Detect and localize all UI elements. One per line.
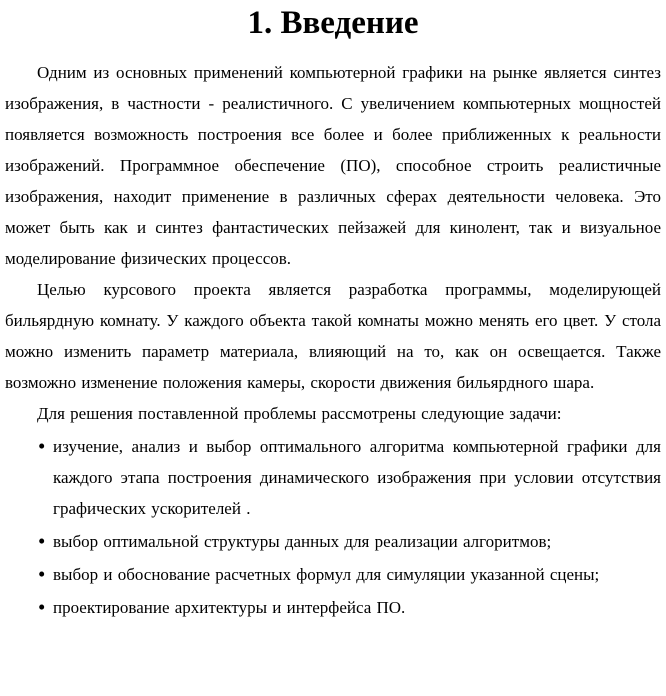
paragraph-intro: Одним из основных применений компьютерной графики на рынке является синтез изображения, в частности - реалистичного. С увеличением компьютерных мощностей появляется возможность построения все более и более приближенных к реальности изображений. Программное обеспечение (ПО), способное строить реалистичные изображения, находит применение в различных сферах деятельности человека. Это может быть как и синтез фантастических пейзажей для кинолент, так и визуальное моделирование физических процессов. — [5, 63, 661, 268]
document-page — [0, 3, 666, 623]
task-list-item — [5, 526, 661, 557]
paragraph-tasks-lead-in: Для решения поставленной проблемы рассмотрены следующие задачи: — [37, 404, 562, 423]
bullet-icon: • — [38, 434, 46, 458]
section-title: 1. Введение — [247, 5, 419, 41]
bullet-icon: • — [38, 562, 46, 586]
task-list-item-text: изучение, анализ и выбор оптимального алгоритма компьютерной графики для каждого этапа построения динамического изображения при условии отсутствия графических ускорителей . — [53, 437, 661, 518]
bullet-icon: • — [38, 529, 46, 553]
paragraph-goal: Целью курсового проекта является разработка программы, моделирующей бильярдную комнату. У каждого объекта такой комнаты можно менять его цвет. У стола можно изменить параметр материала, влияющий на то, как он освещается. Также возможно изменение положения камеры, скорости движения бильярдного шара. — [5, 280, 661, 392]
task-list-item-text: выбор и обоснование расчетных формул для симуляции указанной сцены; — [53, 565, 600, 584]
task-list — [5, 431, 661, 623]
task-list-item — [5, 431, 661, 524]
task-list-item-text: выбор оптимальной структуры данных для реализации алгоритмов; — [53, 532, 552, 551]
task-list-item-text: проектирование архитектуры и интерфейса ПО. — [53, 598, 406, 617]
task-list-item — [5, 592, 661, 623]
task-list-item — [5, 559, 661, 590]
bullet-icon: • — [38, 595, 46, 619]
